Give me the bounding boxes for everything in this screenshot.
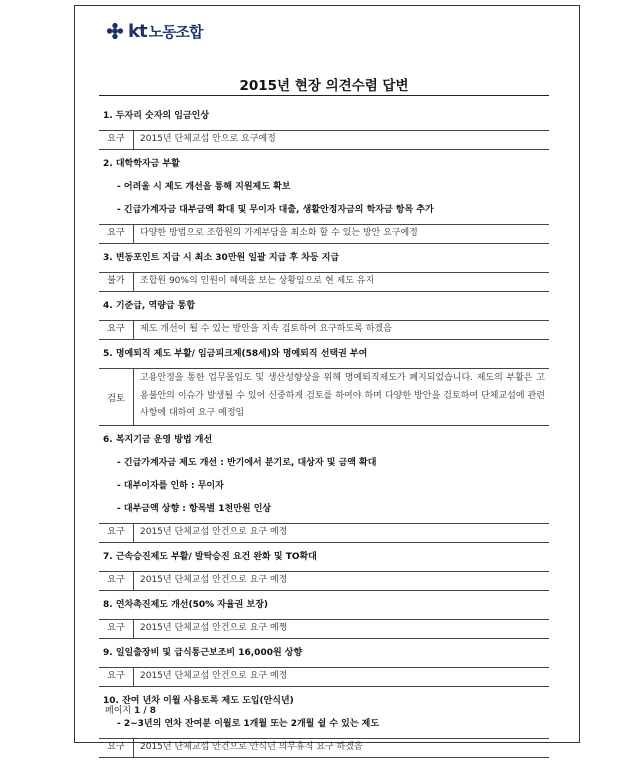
title-divider — [99, 95, 549, 96]
union-logo — [106, 20, 203, 42]
item-heading: 3. 변동포인트 지급 시 최소 30만원 일괄 지급 후 차등 지급 — [103, 253, 340, 263]
item-heading: 5. 명예퇴직 제도 부활/ 임금피크제(58세)와 명예퇴직 선택권 부여 — [103, 349, 368, 359]
answer-status: 요구 — [99, 321, 134, 339]
item-heading: 6. 복지기금 운영 방법 개선 — [103, 435, 213, 445]
answer-text: 2015년 단체교섭 안건으로 요구 예정 — [140, 575, 288, 585]
page-footer — [105, 703, 156, 716]
response-list — [99, 105, 549, 761]
item-heading: 1. 두자리 숫자의 임금인상 — [103, 111, 210, 121]
answer-status: 검토 — [99, 369, 134, 425]
item-bullet: - 긴급가계자금 대부금액 확대 및 무이자 대출, 생활안정자금의 학자금 항목 추가 — [117, 205, 434, 215]
answer-status: 요구 — [99, 131, 134, 149]
logo-mark-text: kt — [128, 20, 147, 42]
page-number: 1 / 8 — [133, 706, 157, 716]
answer-text: 다양한 방법으로 조합원의 가계부담을 최소화 할 수 있는 방안 요구예정 — [140, 228, 418, 238]
answer-status: 요구 — [99, 225, 134, 243]
item-heading: 9. 일일출장비 및 급식통근보조비 16,000원 상향 — [103, 648, 303, 658]
answer-status: 요구 — [99, 668, 134, 686]
logo-name-text: 노동조합 — [148, 22, 203, 41]
answer-status: 요구 — [99, 572, 134, 590]
item-bullet: - 긴급가계자금 제도 개선 : 반기에서 분기로, 대상자 및 금액 확대 — [117, 458, 377, 468]
answer-text: 고용안정을 통한 업무몰입도 및 생산성향상을 위해 명예퇴직제도가 폐지되었습니다. 제도의 부활은 고용불안의 이슈가 발생될 수 있어 신중하게 검토를 하여야 하며 다양한 방안을 검토하여 단체교섭에 관련사항에 대하여 요구 예정임 — [140, 373, 545, 418]
answer-text: 조합원 90%의 인원이 혜택을 보는 상황임으로 현 제도 유지 — [140, 276, 375, 286]
item-answer-row — [99, 368, 549, 426]
item-heading: 10. 잔여 년차 이월 사용토록 제도 도입(안식년) — [103, 696, 294, 706]
item-answer-row — [99, 667, 549, 687]
answer-status: 요구 — [99, 620, 134, 638]
item-answer-row — [99, 523, 549, 543]
item-answer-row — [99, 571, 549, 591]
item-heading: 4. 기준급, 역량급 통합 — [103, 301, 196, 311]
item-heading: 2. 대학학자금 부활 — [103, 159, 180, 169]
item-answer-row — [99, 272, 549, 292]
answer-status: 요구 — [99, 739, 134, 757]
item-answer-row — [99, 224, 549, 244]
item-bullet: - 대부금액 상향 : 항목별 1천만원 인상 — [117, 504, 272, 514]
page-label: 페이지 — [105, 706, 132, 716]
item-bullet: - 2~3년의 연차 잔여분 이월로 1개월 또는 2개월 쉴 수 있는 제도 — [117, 719, 380, 729]
item-bullet: - 대부이자를 인하 : 무이자 — [117, 481, 224, 491]
item-answer-row — [99, 738, 549, 758]
item-answer-row — [99, 619, 549, 639]
answer-text: 2015년 단체교섭 안건으로 요구 예쩡 — [140, 623, 288, 633]
item-answer-row — [99, 130, 549, 150]
answer-text: 제도 개선이 될 수 있는 방안을 지속 검토하여 요구하도록 하겠음 — [140, 324, 392, 334]
answer-text: 2015년 단체교섭 안건으로 요구 예정 — [140, 527, 288, 537]
document-title: 2015년 현장 의견수렴 답변 — [239, 78, 409, 94]
item-answer-row — [99, 320, 549, 340]
item-bullet: - 어려울 시 제도 개선을 통해 지원제도 확보 — [117, 182, 291, 192]
answer-status: 불가 — [99, 273, 134, 291]
answer-text: 2015년 단체교섭 안으로 요구예정 — [140, 134, 276, 144]
flower-emblem-icon — [106, 22, 124, 40]
answer-status: 요구 — [99, 524, 134, 542]
document-page — [74, 5, 580, 752]
answer-text: 2015년 단체교섭 안건으로 요구 예정 — [140, 671, 288, 681]
answer-text: 2015년 단체교섭 안건으로 안식년 의무휴직 요구 하겠음 — [140, 742, 363, 752]
item-heading: 8. 연차촉진제도 개선(50% 자율권 보장) — [103, 600, 269, 610]
item-heading: 7. 근속승진제도 부활/ 발탁승진 요건 완화 및 TO확대 — [103, 552, 317, 562]
